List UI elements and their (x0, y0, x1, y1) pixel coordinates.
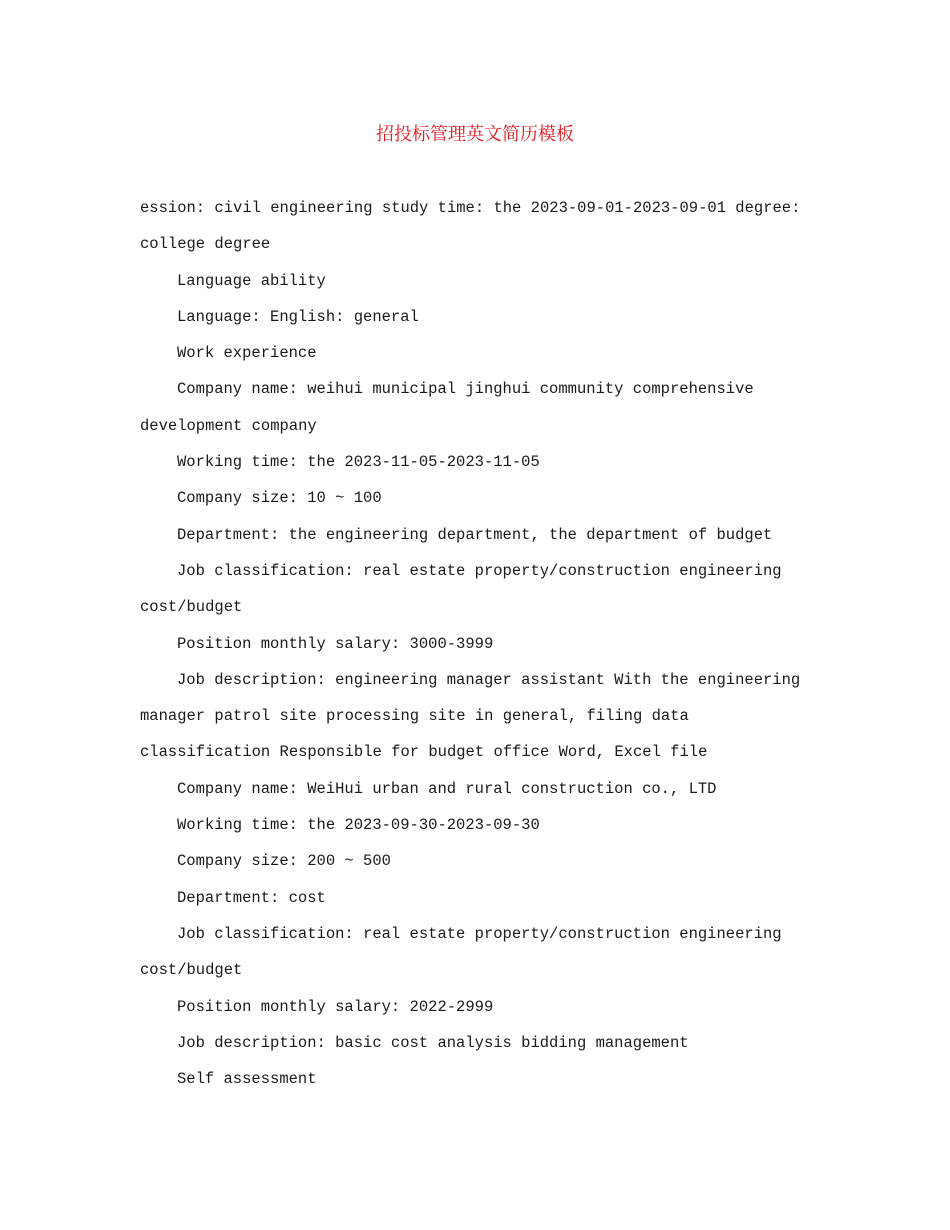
text-line: cost/budget (140, 961, 243, 980)
text-line: Company size: 10 ~ 100 (177, 489, 382, 508)
text-line: Position monthly salary: 3000-3999 (177, 634, 494, 653)
text-line: Company name: weihui municipal jinghui community comprehensive (177, 380, 754, 399)
text-line: Position monthly salary: 2022-2999 (177, 997, 494, 1016)
text-line: Department: the engineering department, the department of budget (177, 525, 773, 544)
section-heading-language-ability: Language ability (177, 271, 326, 290)
text-line: Company size: 200 ~ 500 (177, 852, 391, 871)
text-line: classification Responsible for budget office Word, Excel file (140, 743, 708, 762)
text-line: Working time: the 2023-11-05-2023-11-05 (177, 453, 540, 472)
section-heading-self-assessment: Self assessment (177, 1070, 317, 1089)
text-line: Job description: engineering manager assistant With the engineering (177, 670, 801, 689)
section-heading-work-experience: Work experience (177, 344, 317, 363)
text-line: Job classification: real estate property/construction engineering (177, 924, 782, 943)
text-line: Department: cost (177, 888, 326, 907)
text-line: Job description: basic cost analysis bidding management (177, 1033, 689, 1052)
document-title: 招投标管理英文简历模板 (376, 124, 574, 145)
text-line: Working time: the 2023-09-30-2023-09-30 (177, 816, 540, 835)
text-line: ession: civil engineering study time: the 2023-09-01-2023-09-01 degree: (140, 199, 801, 217)
text-line: Language: English: general (177, 307, 419, 326)
text-line: cost/budget (140, 598, 243, 617)
text-line: Job classification: real estate property/construction engineering (177, 561, 782, 580)
document-body (140, 190, 820, 1097)
text-line: college degree (140, 235, 271, 254)
text-line: development company (140, 416, 317, 435)
text-line: manager patrol site processing site in general, filing data (140, 707, 689, 726)
text-line: Company name: WeiHui urban and rural construction co., LTD (177, 779, 717, 798)
